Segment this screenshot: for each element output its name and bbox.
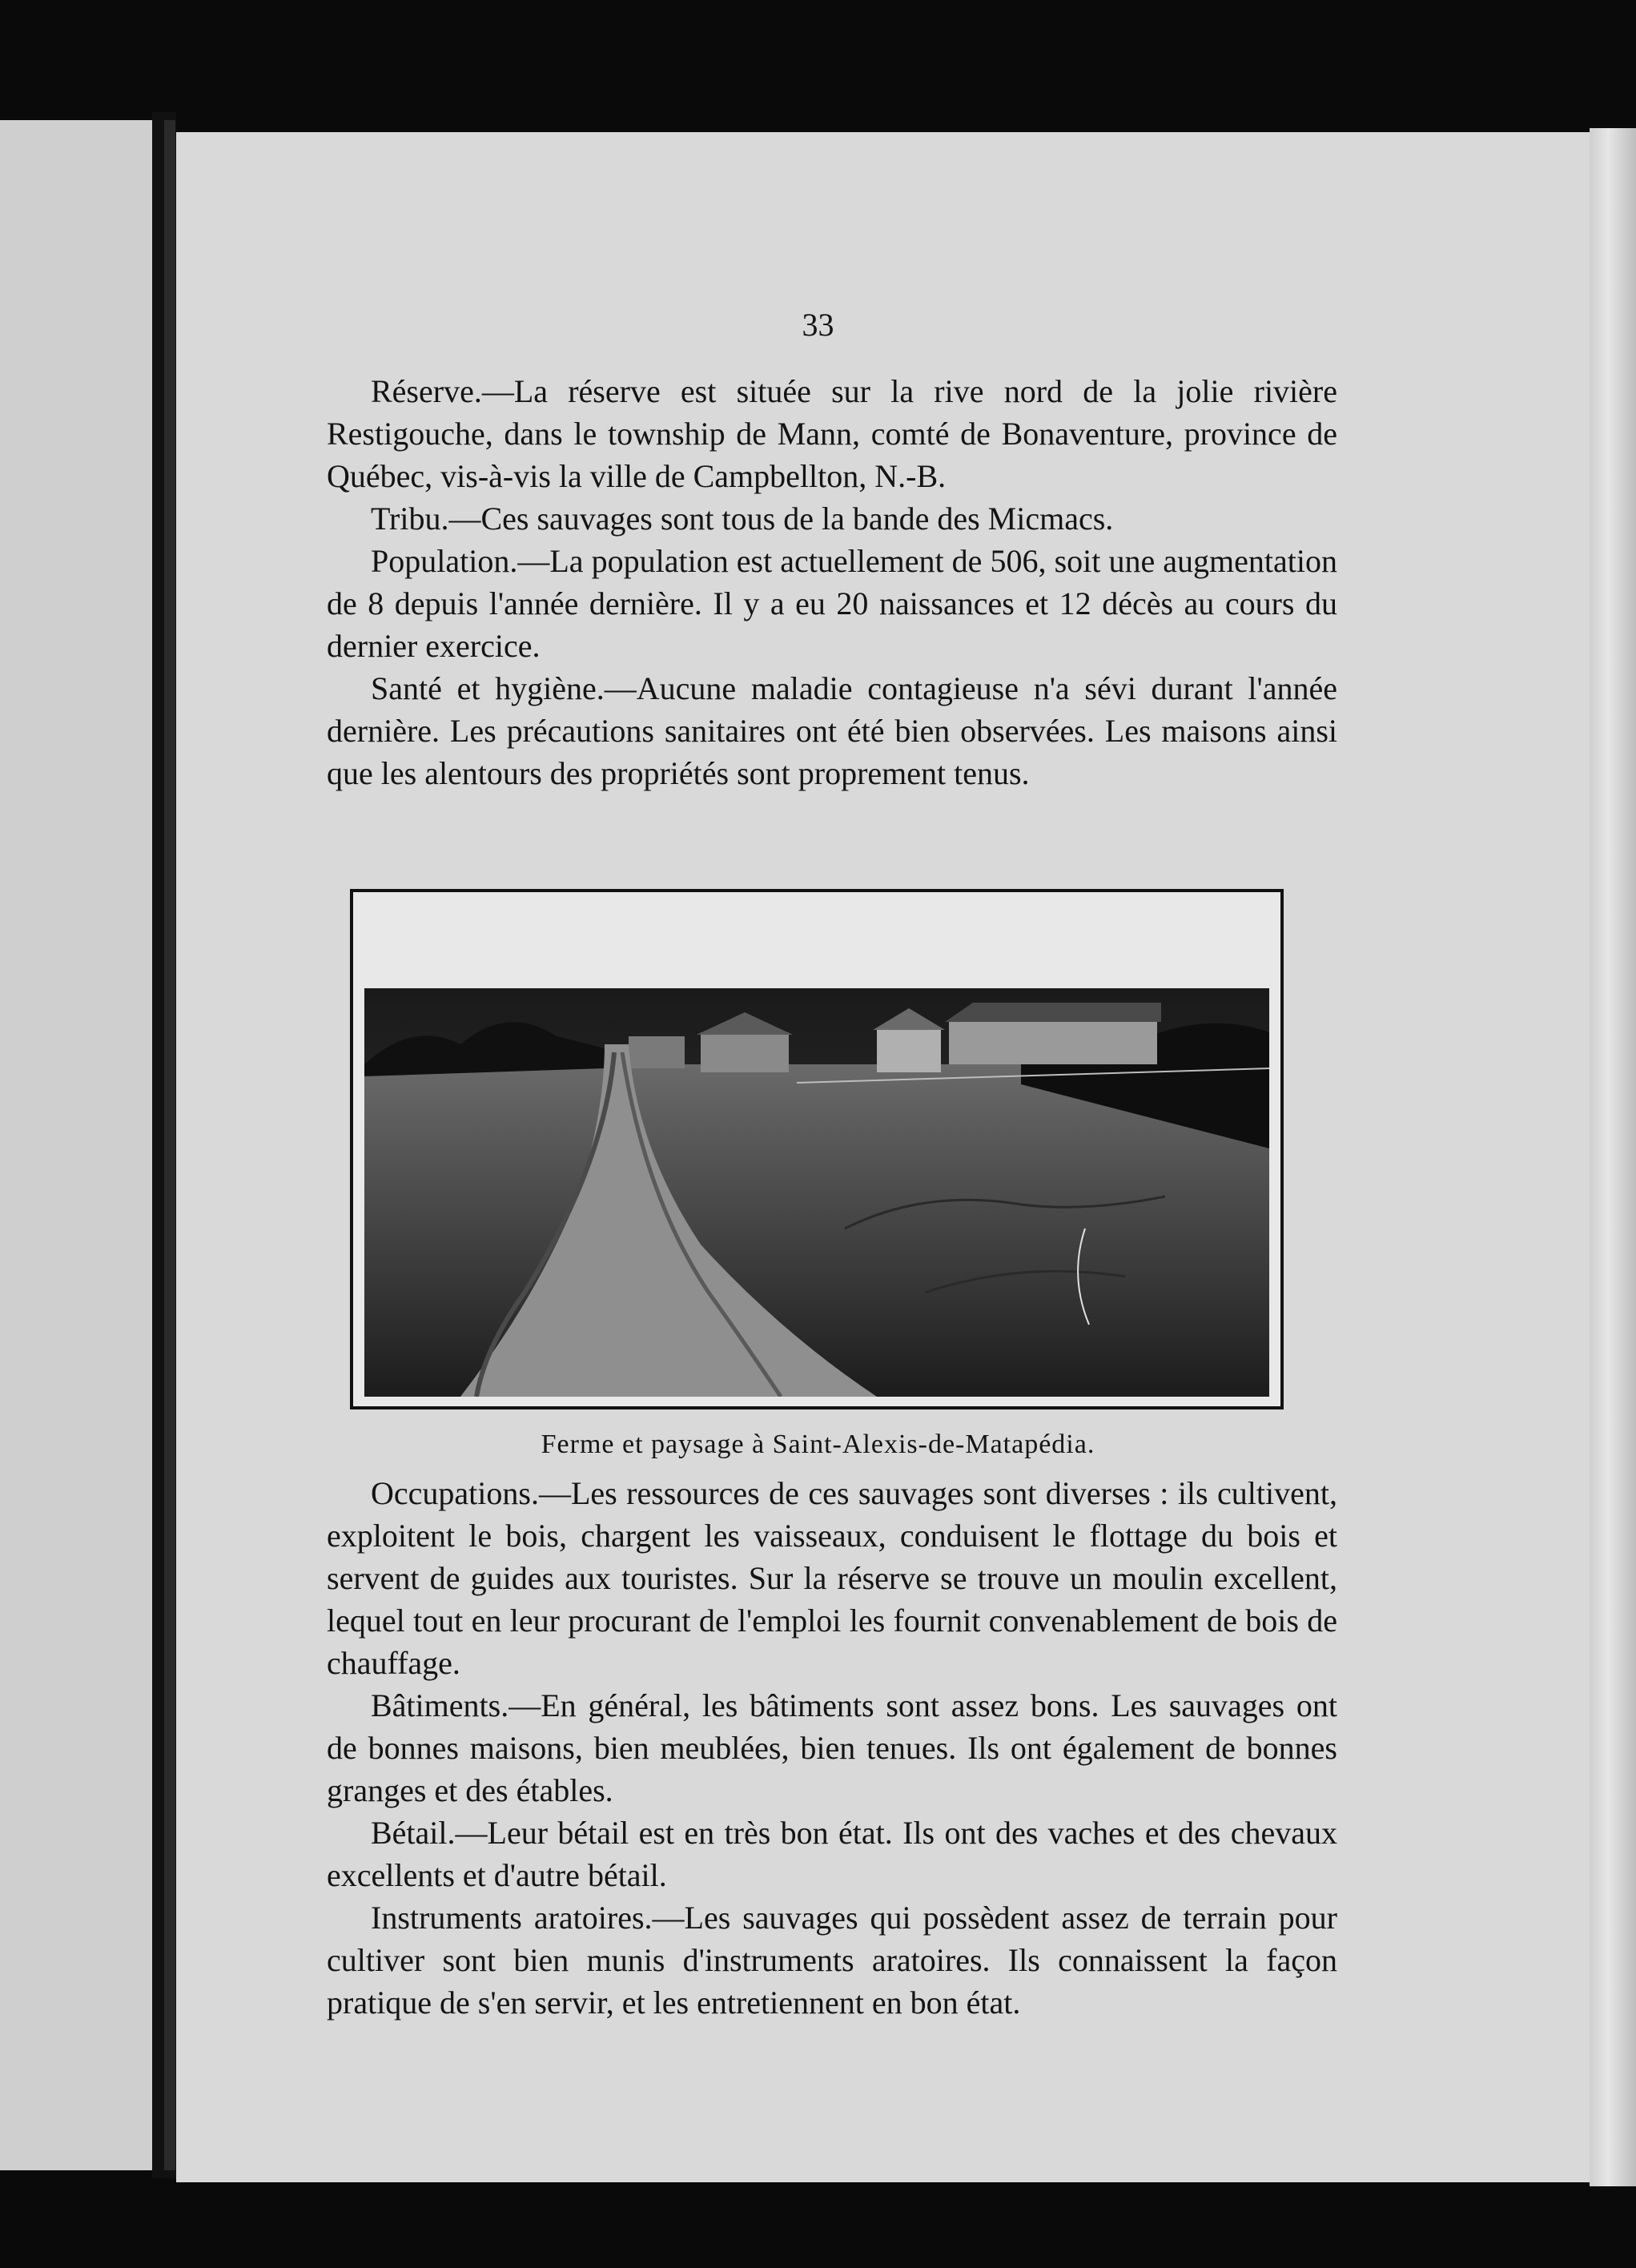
photo-illustration bbox=[364, 988, 1269, 1397]
left-page-edge bbox=[0, 120, 152, 2170]
paragraph-batiments bbox=[327, 1684, 1337, 1812]
page-number: 33 bbox=[802, 307, 834, 343]
paragraph-lead: Tribu. bbox=[371, 501, 449, 537]
paragraph-text: —Ces sauvages sont tous de la bande des Micmacs. bbox=[448, 501, 1114, 537]
paragraph-text: —Les ressources de ces sauvages sont diverses : ils cultivent, exploitent le bois, chargent les vaisseaux, conduisent le flottage du bois et servent de guides aux touristes. Sur la réserve se trouve un moulin excellent, lequel tout en leur procurant de l'emploi les fournit convenablement de bois de chauffage. bbox=[327, 1475, 1337, 1681]
paragraph-lead: Occupations. bbox=[371, 1475, 539, 1511]
photograph-farm-landscape bbox=[364, 988, 1269, 1397]
paragraph-lead: Bâtiments. bbox=[371, 1687, 509, 1723]
page-edge-right bbox=[1590, 128, 1636, 2186]
text-block-bottom bbox=[327, 1472, 1337, 2024]
paragraph-text: —La réserve est située sur la rive nord de la jolie rivière Restigouche, dans le township de Mann, comté de Bonaventure, province de Québec, vis-à-vis la ville de Campbellton, N.-B. bbox=[327, 373, 1337, 494]
text-block-top bbox=[327, 370, 1337, 794]
paragraph-lead: Population. bbox=[371, 543, 518, 579]
paragraph-text: —Aucune maladie contagieuse n'a sévi durant l'année dernière. Les précautions sanitaires ont été bien observées. Les maisons ainsi que les alentours des propriétés sont proprement tenus. bbox=[327, 670, 1338, 791]
paragraph-population bbox=[327, 540, 1337, 667]
paragraph-sante bbox=[327, 667, 1337, 794]
paragraph-text: —Les sauvages qui possèdent assez de terrain pour cultiver sont bien munis d'instruments aratoires. Ils connaissent la façon pratique de s'en servir, et les entretiennent en bon état. bbox=[327, 1900, 1338, 2021]
paragraph-occupations bbox=[327, 1472, 1337, 1684]
paragraph-text: —En général, les bâtiments sont assez bons. Les sauvages ont de bonnes maisons, bien meublées, bien tenues. Ils ont également de bonnes granges et des étables. bbox=[327, 1687, 1337, 1808]
book-spine bbox=[164, 120, 175, 2170]
photograph-frame bbox=[350, 889, 1284, 1409]
paragraph-lead: Instruments aratoires. bbox=[371, 1900, 653, 1936]
paragraph-reserve bbox=[327, 370, 1337, 497]
paragraph-betail bbox=[327, 1812, 1337, 1896]
paragraph-lead: Réserve. bbox=[371, 373, 482, 409]
paragraph-lead: Santé et hygiène. bbox=[371, 670, 605, 706]
paragraph-tribu bbox=[327, 497, 1337, 540]
paragraph-instruments bbox=[327, 1896, 1337, 2024]
figure-caption: Ferme et paysage à Saint-Alexis-de-Matapédia. bbox=[541, 1430, 1095, 1459]
paragraph-text: —Leur bétail est en très bon état. Ils ont des vaches et des chevaux excellents et d'autre bétail. bbox=[327, 1815, 1337, 1893]
paragraph-lead: Bétail. bbox=[371, 1815, 456, 1851]
paragraph-text: —La population est actuellement de 506, soit une augmentation de 8 depuis l'année dernière. Il y a eu 20 naissances et 12 décès au cours du dernier exercice. bbox=[327, 543, 1337, 664]
